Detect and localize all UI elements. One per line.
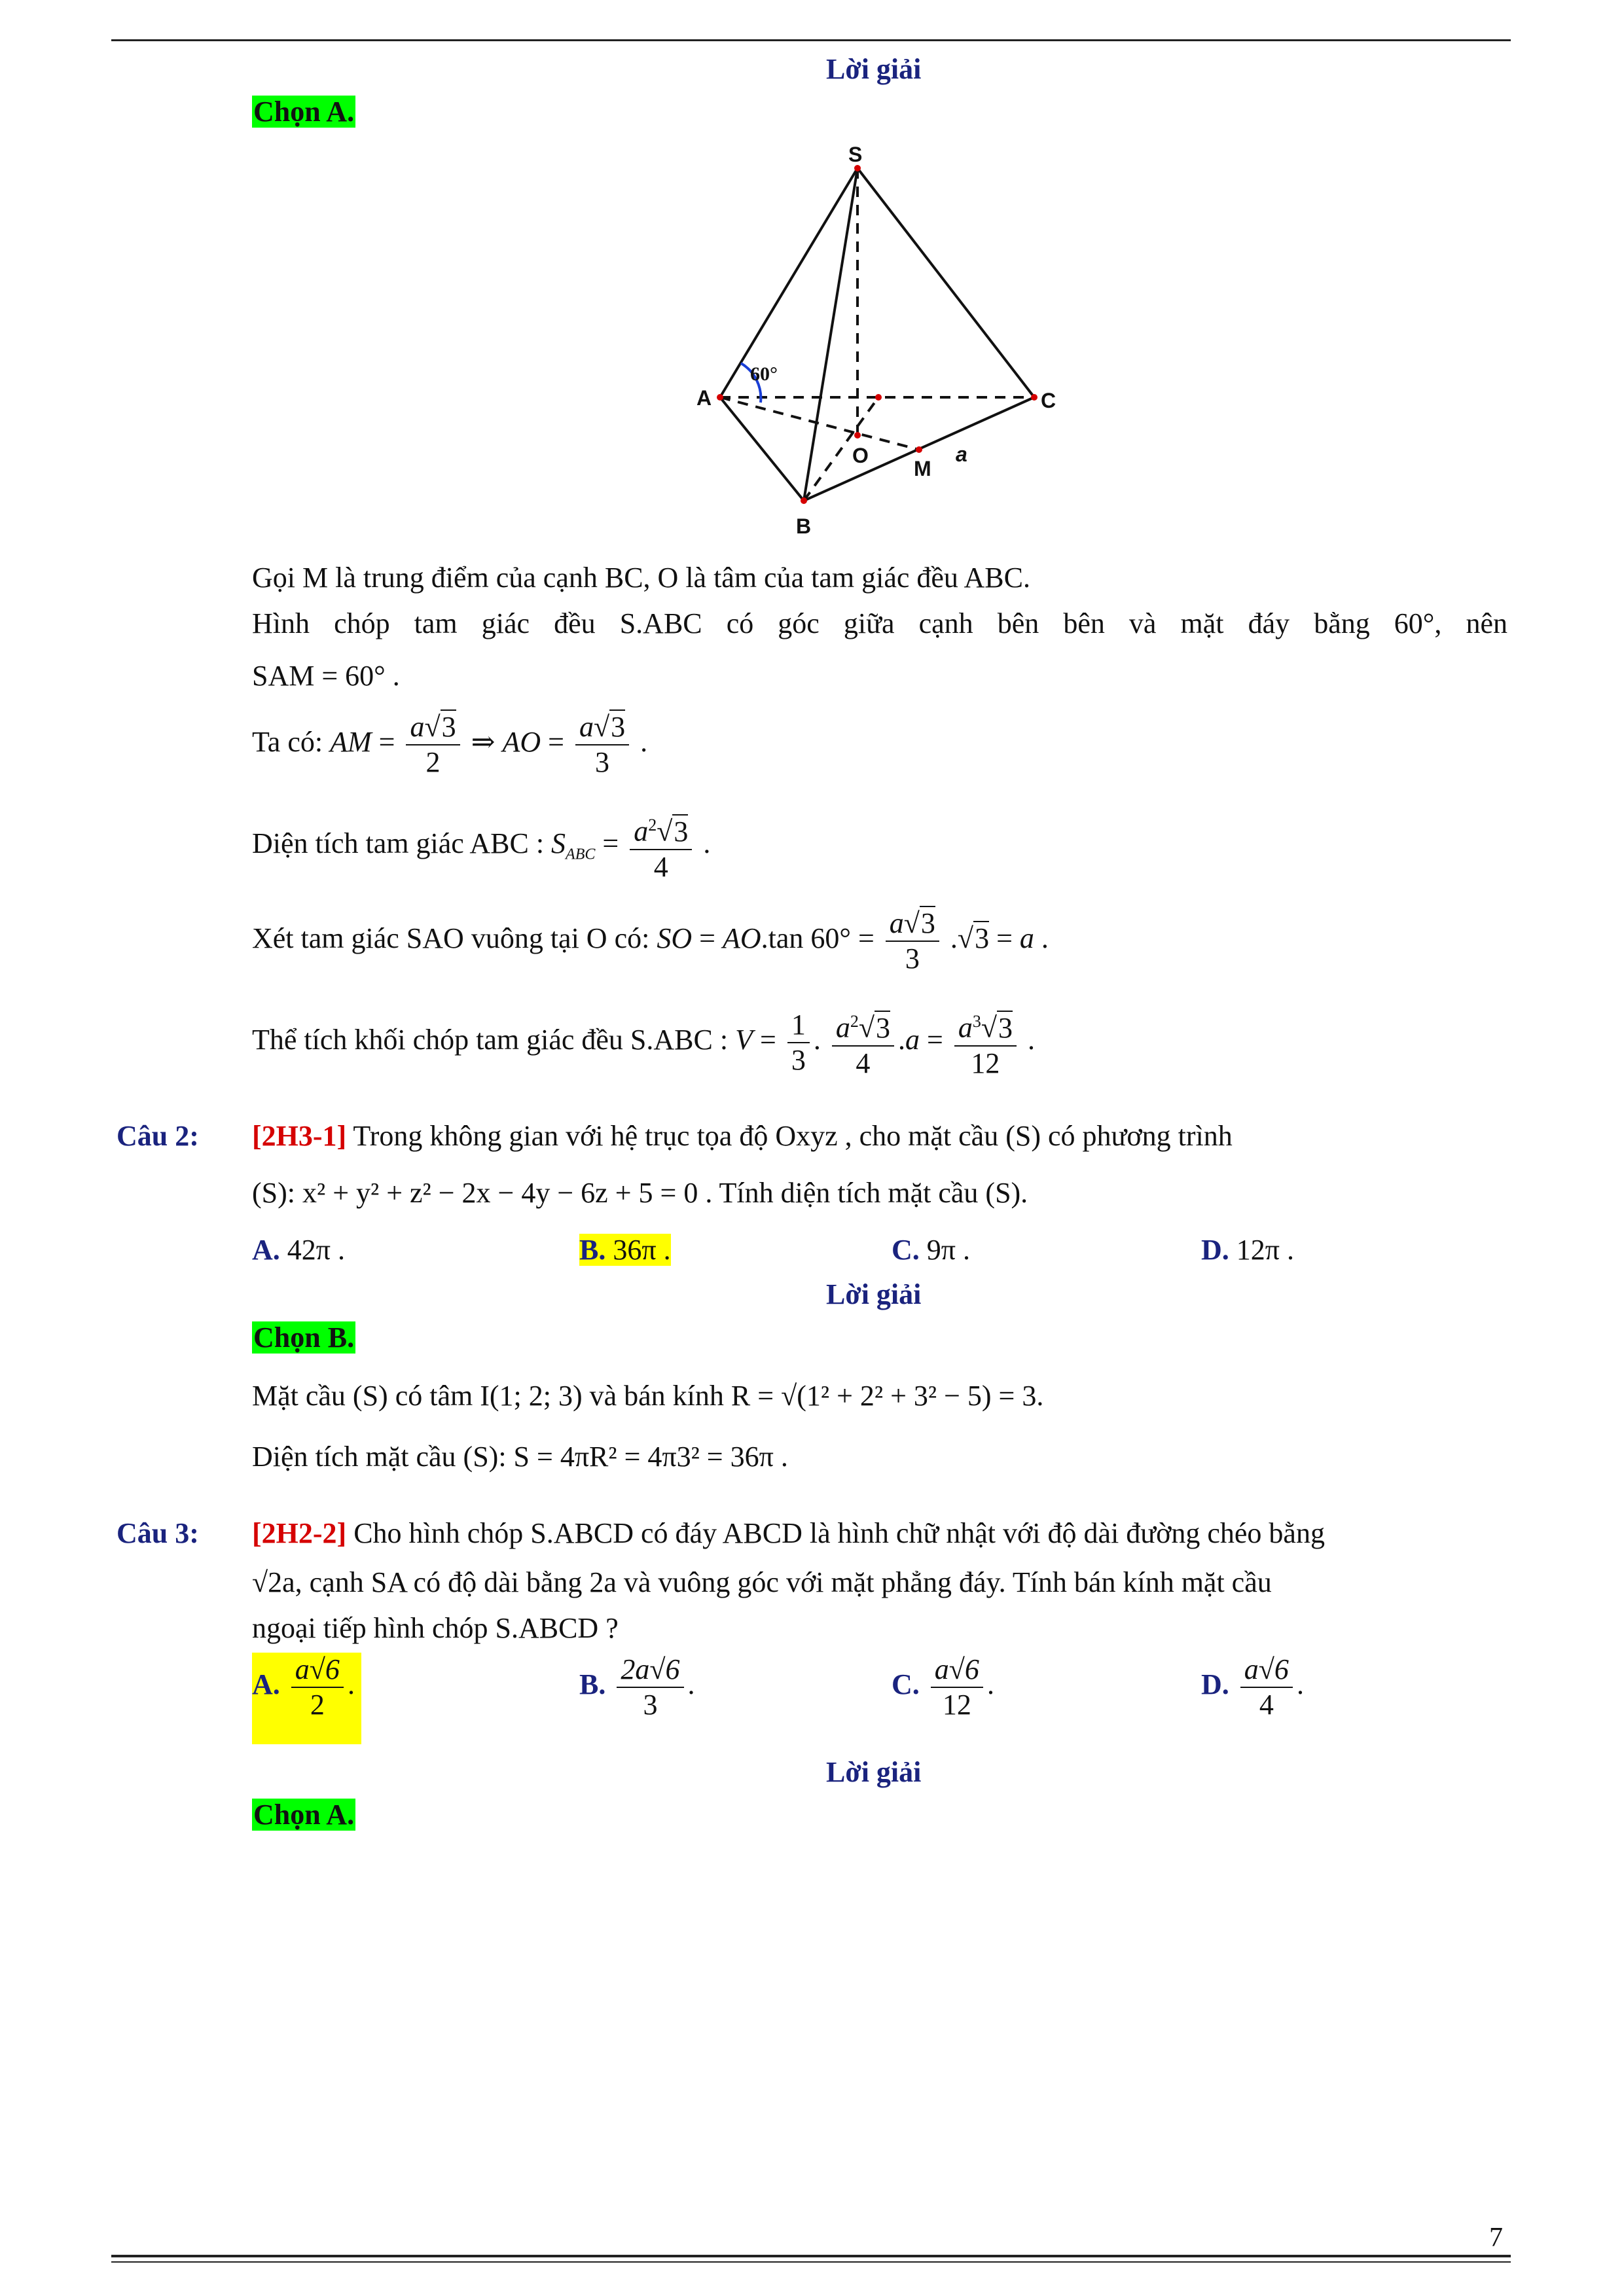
q3-text-line1 [252, 1515, 1325, 1552]
edge-SA [720, 168, 857, 397]
label-M: M [914, 457, 931, 480]
footer-rule-thin [111, 2261, 1511, 2263]
footer-rule-thick [111, 2255, 1511, 2257]
chosen-answer-label: Chọn A. [253, 96, 355, 128]
q2-option-c-value: 9π . [926, 1234, 970, 1266]
q1-sol-line4: Ta có: AM = $\frac{a√3}{2}$ ⇒ AO = $\frac{a√3}{3}$ . [252, 711, 648, 778]
edge-SB [804, 168, 857, 501]
q3-option-a-num: a√6 [291, 1653, 344, 1688]
q2-option-a-letter: A. [252, 1234, 280, 1266]
q3-option-d: D. $\frac{a√6}{4}$ . [1201, 1653, 1304, 1721]
q2-tag: [2H3-1] [252, 1120, 347, 1152]
q2-text-line1 [252, 1118, 1507, 1155]
q2-option-d-value: 12π . [1236, 1234, 1294, 1266]
solution-heading-q2: Lời giải [826, 1278, 922, 1310]
q3-option-d-den: 4 [1259, 1689, 1274, 1721]
q3-option-a: A. $\frac{a√6}{2}$ . [252, 1653, 361, 1744]
q3-text1: Cho hình chóp S.ABCD có đáy ABCD là hình chữ nhật với độ dài đường chéo bằng [353, 1517, 1325, 1549]
chosen-answer-label: Chọn B. [253, 1321, 355, 1354]
q3-option-b: B. $\frac{2a√6}{3}$ . [579, 1653, 695, 1721]
point-mid-AC [875, 394, 882, 401]
q3-option-c-num: a√6 [931, 1653, 983, 1688]
label-A: A [696, 386, 712, 410]
solution-heading-q3: Lời giải [826, 1756, 922, 1788]
edge-AB [720, 397, 804, 501]
label-C: C [1041, 389, 1056, 412]
q2-option-c [892, 1232, 970, 1268]
q2-label: Câu 2: [117, 1120, 199, 1152]
solution-heading-q1: Lời giải [826, 53, 922, 85]
answer-choice-q2 [252, 1319, 355, 1356]
q3-option-c-frac [931, 1653, 983, 1722]
point-A [717, 394, 723, 401]
line7-prefix: Thể tích khối chóp tam giác đều S.ABC : [252, 1023, 729, 1056]
q1-sol-line7: Thể tích khối chóp tam giác đều S.ABC : V = $\frac{1}{3}$ . $\frac{a^2√3}{4}$ .a = $\frac{a^3√3}{12}$ . [252, 1005, 1035, 1081]
q2-option-b-value: 36π . [613, 1234, 671, 1266]
q3-text2: √2a, cạnh SA có độ dài bằng 2a và vuông góc với mặt phẳng đáy. Tính bán kính mặt cầu [252, 1566, 1272, 1598]
line6-prefix: Xét tam giác SAO vuông tại O có: [252, 922, 650, 955]
q2-text2: (S): x² + y² + z² − 2x − 4y − 6z + 5 = 0 . Tính diện tích mặt cầu (S). [252, 1177, 1028, 1209]
q2-option-b [579, 1232, 671, 1268]
q3-option-b-den: 3 [643, 1689, 658, 1721]
pyramid-figure [681, 141, 1100, 547]
line4-prefix: Ta có: [252, 726, 323, 759]
q3-option-a-den: 2 [310, 1689, 325, 1721]
point-M [916, 446, 922, 453]
label-B: B [796, 514, 812, 538]
line5-prefix: Diện tích tam giác ABC : [252, 827, 545, 859]
q3-option-b-frac [617, 1653, 683, 1722]
q3-option-c-letter: C. [892, 1668, 920, 1701]
q2-text1: Trong không gian với hệ trục tọa độ Oxyz , cho mặt cầu (S) có phương trình [353, 1120, 1233, 1152]
point-O [854, 432, 861, 439]
label-O: O [852, 444, 869, 467]
q3-option-d-letter: D. [1201, 1668, 1229, 1701]
answer-choice-q3 [252, 1797, 355, 1833]
q1-sol-line3: SAM = 60° . [252, 660, 400, 692]
q2-sol1: Mặt cầu (S) có tâm I(1; 2; 3) và bán kính R = √(1² + 2² + 3² − 5) = 3. [252, 1380, 1044, 1412]
q1-sol-line2: Hình chóp tam giác đều S.ABC có góc giữa cạnh bên bên và mặt đáy bằng 60°, nên [252, 607, 1507, 639]
point-B [801, 497, 807, 504]
label-angle: 60° [750, 363, 778, 385]
q2-option-a-value: 42π . [287, 1234, 345, 1266]
q3-option-a-letter: A. [252, 1668, 280, 1701]
q3-label: Câu 3: [117, 1517, 199, 1549]
q1-sol-line1: Gọi M là trung điểm của cạnh BC, O là tâm của tam giác đều ABC. [252, 562, 1030, 594]
q3-option-c-den: 12 [942, 1689, 971, 1721]
q3-option-b-letter: B. [579, 1668, 606, 1701]
label-a: a [956, 442, 967, 466]
q2-option-d-letter: D. [1201, 1234, 1229, 1266]
q3-option-d-num: a√6 [1240, 1653, 1293, 1688]
q3-tag: [2H2-2] [252, 1517, 347, 1549]
q3-option-b-num: 2a√6 [617, 1653, 683, 1688]
q3-option-a-frac [291, 1653, 344, 1722]
q3-text3: ngoại tiếp hình chóp S.ABCD ? [252, 1612, 619, 1644]
q2-sol2: Diện tích mặt cầu (S): S = 4πR² = 4π3² = 36π . [252, 1441, 788, 1473]
q3-option-d-frac [1240, 1653, 1293, 1722]
q2-option-d [1201, 1232, 1294, 1268]
label-S: S [848, 143, 863, 166]
answer-choice-q1 [252, 94, 355, 130]
header-rule [111, 39, 1511, 41]
q2-option-c-letter: C. [892, 1234, 920, 1266]
q2-option-b-letter: B. [579, 1234, 606, 1266]
chosen-answer-label: Chọn A. [253, 1799, 355, 1831]
q3-option-c: C. $\frac{a√6}{12}$ . [892, 1653, 994, 1721]
point-C [1031, 394, 1038, 401]
page-number: 7 [1489, 2223, 1503, 2253]
q2-option-a [252, 1232, 345, 1268]
q1-sol-line6: Xét tam giác SAO vuông tại O có: SO = AO.tan 60° = $\frac{a√3}{3}$ .√3 = a . [252, 907, 1049, 975]
edge-SC [857, 168, 1034, 397]
q1-sol-line5: Diện tích tam giác ABC : $S_{ABC}$ = $\frac{a^2√3}{4}$ . [252, 808, 710, 884]
